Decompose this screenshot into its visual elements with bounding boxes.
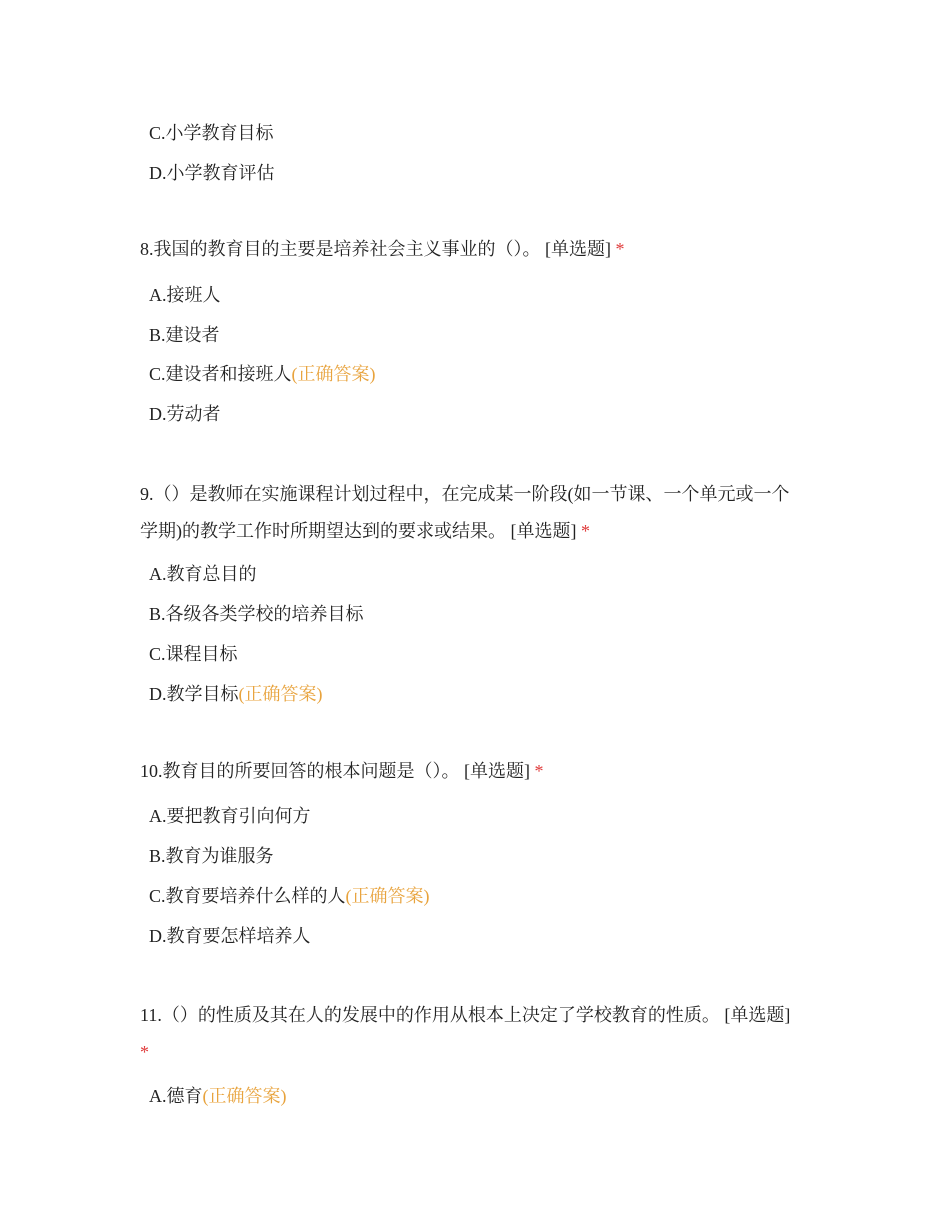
- q7-option-c: C.小学教育目标: [149, 123, 274, 143]
- q9-option-d: D.教学目标(正确答案): [149, 684, 323, 704]
- q8-option-d: D.劳动者: [149, 404, 221, 424]
- q11-option-a: A.德育(正确答案): [149, 1086, 287, 1106]
- correct-answer-label: (正确答案): [345, 886, 430, 906]
- q10-option-d: D.教育要怎样培养人: [149, 926, 311, 946]
- question-type: [单选题]: [464, 761, 530, 781]
- question-type: [单选题]: [510, 521, 577, 541]
- required-asterisk: *: [140, 1042, 149, 1062]
- required-asterisk: *: [581, 521, 590, 541]
- q8-option-a: A.接班人: [149, 285, 221, 305]
- q8-option-b: B.建设者: [149, 325, 220, 345]
- q10-option-c: C.教育要培养什么样的人(正确答案): [149, 886, 430, 906]
- question-11-title: 11.（）的性质及其在人的发展中的作用从根本上决定了学校教育的性质。 [单选题] *: [140, 1005, 791, 1062]
- correct-answer-label: (正确答案): [238, 684, 323, 704]
- required-asterisk: *: [615, 239, 625, 259]
- q9-option-b: B.各级各类学校的培养目标: [149, 604, 364, 624]
- correct-answer-label: (正确答案): [291, 364, 376, 384]
- question-10-title: 10.教育目的所要回答的根本问题是（）。 [单选题] *: [140, 761, 544, 781]
- q7-option-d: D.小学教育评估: [149, 163, 275, 183]
- question-type: [单选题]: [724, 1005, 791, 1025]
- question-type: [单选题]: [545, 239, 611, 259]
- correct-answer-label: (正确答案): [202, 1086, 287, 1106]
- q9-option-a: A.教育总目的: [149, 564, 257, 584]
- question-9-title: 9.（）是教师在实施课程计划过程中，在完成某一阶段(如一节课、一个单元或一个学期)的教学工作时所期望达到的要求或结果。 [单选题] *: [140, 484, 790, 541]
- q10-option-b: B.教育为谁服务: [149, 846, 274, 866]
- q8-option-c: C.建设者和接班人(正确答案): [149, 364, 376, 384]
- q9-option-c: C.课程目标: [149, 644, 238, 664]
- required-asterisk: *: [534, 761, 544, 781]
- q10-option-a: A.要把教育引向何方: [149, 806, 311, 826]
- question-8-title: 8.我国的教育目的主要是培养社会主义事业的（）。 [单选题] *: [140, 239, 625, 259]
